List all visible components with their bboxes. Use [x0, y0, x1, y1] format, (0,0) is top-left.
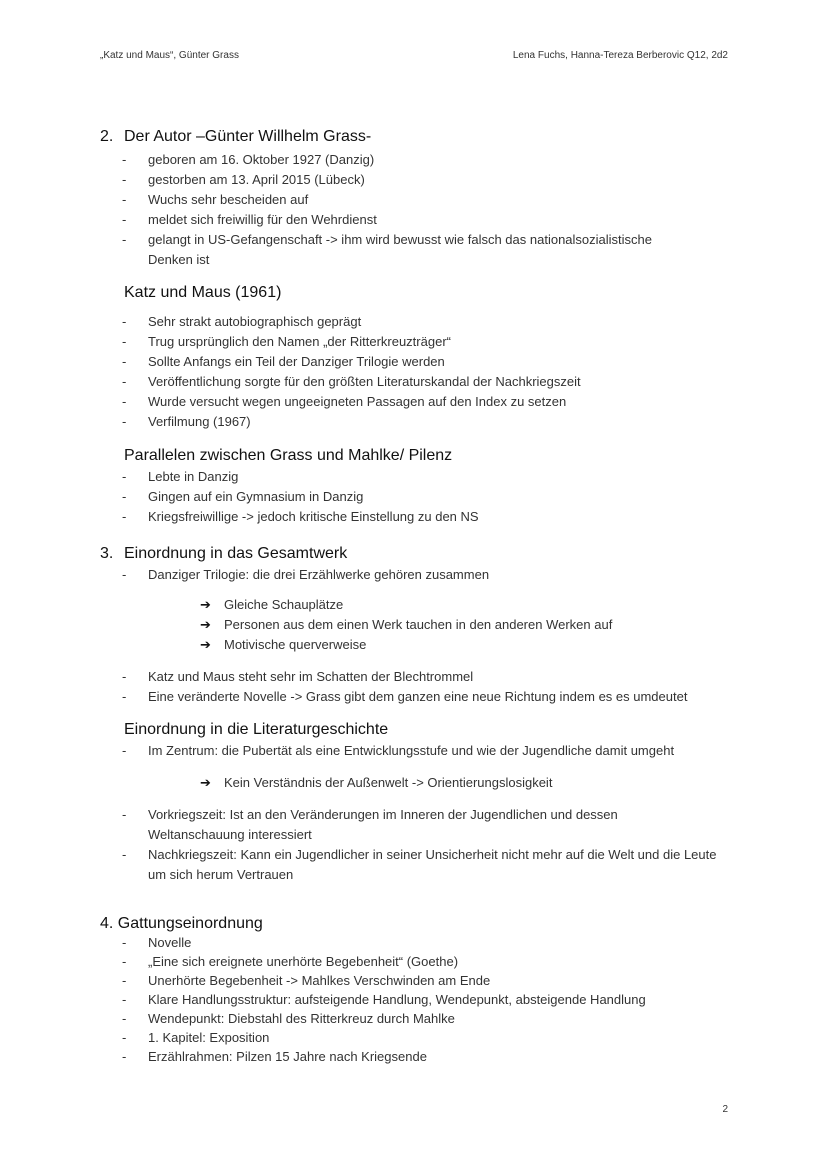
parallels-heading: Parallelen zwischen Grass und Mahlke/ Pilenz — [124, 447, 453, 464]
literature-list — [100, 741, 730, 761]
list-item: - Eine veränderte Novelle -> Grass gibt dem ganzen eine neue Richtung indem es es umdeutet — [100, 687, 730, 707]
list-item: - Im Zentrum: die Pubertät als eine Entwicklungsstufe und wie der Jugendliche damit umgeht — [100, 741, 730, 761]
page-number: 2 — [722, 1104, 728, 1115]
document-body — [100, 126, 730, 1066]
list-item: - Unerhörte Begebenheit -> Mahlkes Verschwinden am Ende — [100, 971, 730, 990]
list-item: - Klare Handlungsstruktur: aufsteigende Handlung, Wendepunkt, absteigende Handlung — [100, 990, 730, 1009]
arrow-item: ➔ Personen aus dem einen Werk tauchen in den anderen Werken auf — [100, 615, 730, 635]
list-item: - 1. Kapitel: Exposition — [100, 1028, 730, 1047]
list-item: - Gingen auf ein Gymnasium in Danzig — [100, 487, 730, 507]
list-item: - Wendepunkt: Diebstahl des Ritterkreuz durch Mahlke — [100, 1009, 730, 1028]
list-item: - Sehr strakt autobiographisch geprägt — [100, 312, 730, 332]
gesamtwerk-list — [100, 565, 730, 585]
list-item: - Trug ursprünglich den Namen „der Ritterkreuzträger“ — [100, 332, 730, 352]
section-title: Der Autor –Günter Willhelm Grass- — [124, 128, 372, 145]
list-item: - Vorkriegszeit: Ist an den Veränderungen im Inneren der Jugendlichen und dessen Weltanschauung interessiert — [100, 805, 730, 845]
literature-arrow-list — [100, 773, 730, 793]
list-item: - „Eine sich ereignete unerhörte Begebenheit“ (Goethe) — [100, 952, 730, 971]
list-item: - Sollte Anfangs ein Teil der Danziger Trilogie werden — [100, 352, 730, 372]
arrow-item: ➔ Kein Verständnis der Außenwelt -> Orientierungslosigkeit — [100, 773, 730, 793]
section-number: 3. — [100, 545, 114, 562]
arrow-item: ➔ Gleiche Schauplätze — [100, 595, 730, 615]
list-item: - Erzählrahmen: Pilzen 15 Jahre nach Kriegsende — [100, 1047, 730, 1066]
list-item: - gestorben am 13. April 2015 (Lübeck) — [100, 170, 730, 190]
section-4-heading: 4. Gattungseinordnung — [100, 915, 263, 932]
page-header — [100, 50, 728, 66]
section-3-heading — [100, 543, 730, 565]
arrow-right-icon: ➔ — [200, 637, 211, 652]
list-item: - Wuchs sehr bescheiden auf — [100, 190, 730, 210]
parallels-list — [100, 467, 730, 527]
section-2-heading — [100, 126, 730, 148]
list-item: - gelangt in US-Gefangenschaft -> ihm wird bewusst wie falsch das nationalsozialistische Denken ist — [100, 230, 730, 270]
header-authors: Lena Fuchs, Hanna-Tereza Berberovic Q12, 2d2 — [512, 50, 728, 61]
list-item: - Verfilmung (1967) — [100, 412, 730, 432]
section-number: 2. — [100, 128, 114, 145]
author-list — [100, 150, 730, 270]
arrow-right-icon: ➔ — [200, 597, 211, 612]
list-item: - Novelle — [100, 933, 730, 952]
gesamtwerk-arrow-list — [100, 595, 730, 655]
list-item: - Nachkriegszeit: Kann ein Jugendlicher in seiner Unsicherheit nicht mehr auf die Welt und die Leute um sich herum Vertrauen — [100, 845, 730, 885]
gattung-list — [100, 933, 730, 1066]
list-item: - meldet sich freiwillig für den Wehrdienst — [100, 210, 730, 230]
list-item: - Kriegsfreiwillige -> jedoch kritische Einstellung zu den NS — [100, 507, 730, 527]
list-item: - Danziger Trilogie: die drei Erzählwerke gehören zusammen — [100, 565, 730, 585]
katz-list — [100, 312, 730, 432]
section-title: Einordnung in das Gesamtwerk — [124, 545, 348, 562]
arrow-right-icon: ➔ — [200, 617, 211, 632]
arrow-right-icon: ➔ — [200, 775, 211, 790]
arrow-item: ➔ Motivische querverweise — [100, 635, 730, 655]
list-item: - Lebte in Danzig — [100, 467, 730, 487]
katz-heading: Katz und Maus (1961) — [124, 284, 282, 301]
literature-list-2 — [100, 805, 730, 885]
header-title: „Katz und Maus“, Günter Grass — [100, 50, 239, 61]
list-item: - geboren am 16. Oktober 1927 (Danzig) — [100, 150, 730, 170]
list-item: - Katz und Maus steht sehr im Schatten der Blechtrommel — [100, 667, 730, 687]
gesamtwerk-list-2 — [100, 667, 730, 707]
list-item: - Veröffentlichung sorgte für den größten Literaturskandal der Nachkriegszeit — [100, 372, 730, 392]
list-item: - Wurde versucht wegen ungeeigneten Passagen auf den Index zu setzen — [100, 392, 730, 412]
literature-heading: Einordnung in die Literaturgeschichte — [124, 721, 389, 738]
